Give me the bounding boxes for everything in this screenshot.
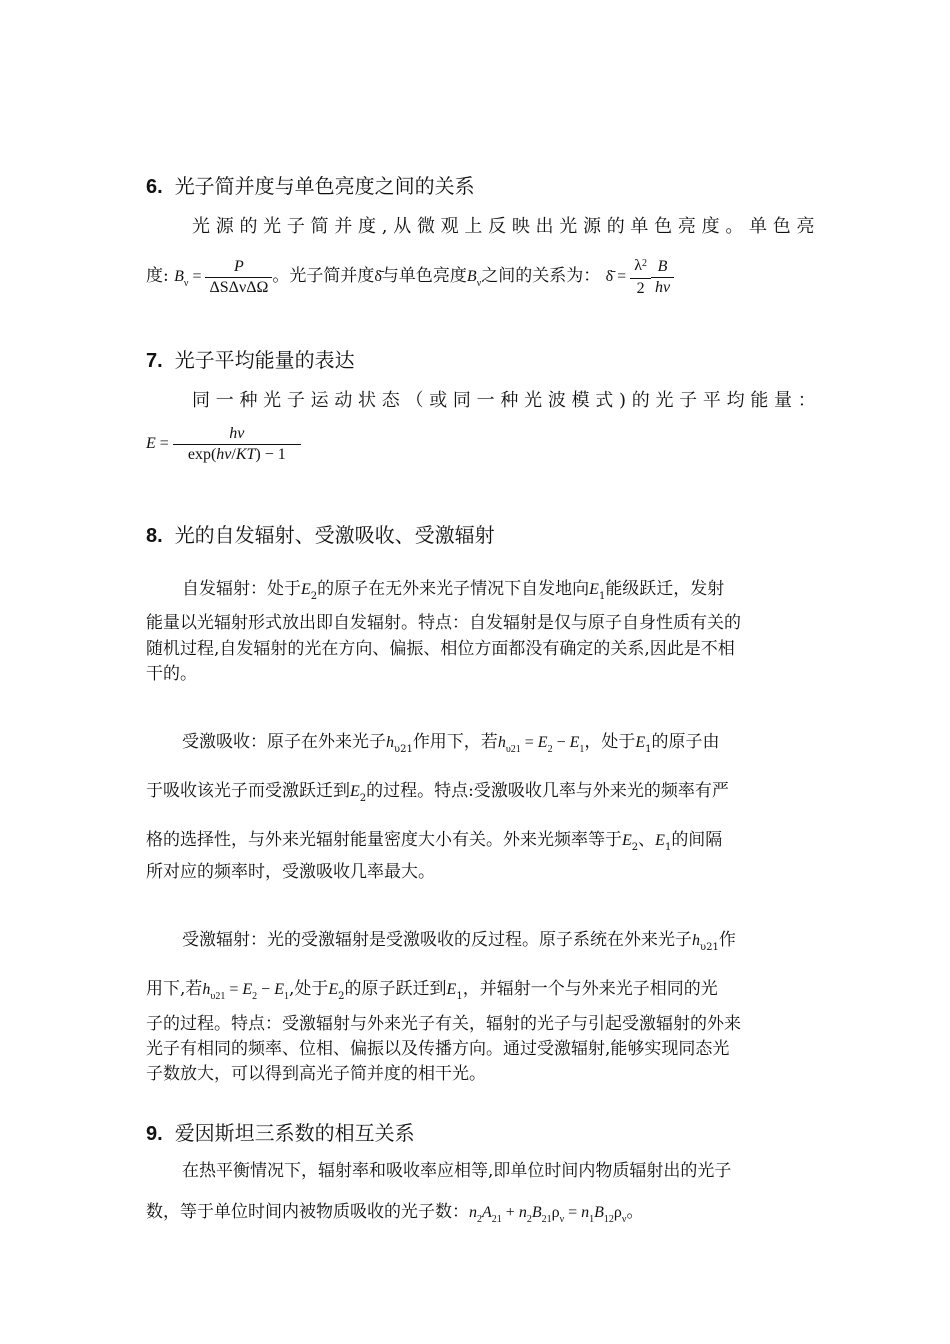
formula-degeneracy: δ̄ = $\frac{\lambda^2}{2}$ $\frac{B}{h\nu}$ <box>606 268 674 285</box>
text: ，并辐射一个与外来光子相同的光 <box>462 979 718 999</box>
paragraph-absorption-line3: 格的选择性，与外来光辐射能量密度大小有关。外来光频率等于$E_2$、$E_1$的间隔 <box>146 830 723 853</box>
text: 格的选择性，与外来光辐射能量密度大小有关。外来光频率等于 <box>146 830 622 850</box>
section-number: 6. <box>146 176 163 198</box>
section-title: 光的自发辐射、受激吸收、受激辐射 <box>174 523 495 547</box>
text: 的原子由 <box>651 732 720 752</box>
section-number: 7. <box>146 350 163 372</box>
paragraph-spontaneous-line1: 自发辐射：处于$E_2$的原子在无外来光子情况下自发地向$E_1$能级跃迁，发射 <box>182 579 725 602</box>
paragraph-line: 子数放大，可以得到高光子简并度的相干光。 <box>146 1064 486 1084</box>
paragraph-line: 随机过程,自发辐射的光在方向、偏振、相位方面都没有确定的关系,因此是不相 <box>146 639 735 659</box>
text: 能级跃迁，发射 <box>605 579 725 599</box>
paragraph-line: 能量以光辐射形式放出即自发辐射。特点：自发辐射是仅与原子自身性质有关的 <box>146 613 741 633</box>
formula-brightness: $B_\nu$ = $\frac{P}{\text{ΔSΔνΔΩ}}$ <box>174 268 272 285</box>
formula-degeneracy-symbol: δ̄ <box>374 268 382 285</box>
text: 的间隔 <box>671 830 723 850</box>
section-heading-6 <box>146 173 475 200</box>
text: 自发辐射：处于 <box>182 579 301 599</box>
text: ,处于 <box>288 979 329 999</box>
paragraph-stimulated-line1: 受激辐射：光的受激辐射是受激吸收的反过程。原子系统在外来光子$h_{\upsilon 21}$作 <box>182 930 736 953</box>
paragraph-einstein-relation <box>146 1200 643 1227</box>
section-heading-8 <box>146 522 495 549</box>
formula-average-energy: E = $\frac{h\nu}{\exp(h\nu/KT) - 1}$ <box>146 424 301 465</box>
text: 数，等于单位时间内被物质吸收的光子数： <box>146 1202 469 1222</box>
text: 受激吸收：原子在外来光子 <box>182 732 386 752</box>
paragraph-line: 光子有相同的频率、位相、偏振以及传播方向。通过受激辐射,能够实现同态光 <box>146 1039 730 1059</box>
paragraph-brightness <box>146 254 674 301</box>
paragraph-absorption-line1: 受激吸收：原子在外来光子$h_{\upsilon 21}$作用下，若$h_{\upsilon 21} = E_2 - E_1$，处于$E_1$的原子由 <box>182 732 720 755</box>
text: 受激辐射：光的受激辐射是受激吸收的反过程。原子系统在外来光子 <box>182 930 692 950</box>
paragraph-line: 所对应的频率时，受激吸收几率最大。 <box>146 862 435 882</box>
text: ，处于 <box>584 732 636 752</box>
paragraph-line: 干的。 <box>146 664 197 684</box>
text: 用下,若 <box>146 979 203 999</box>
paragraph: 同 一 种 光 子 运 动 状 态 （ 或 同 一 种 光 波 模 式 ) 的 光 子 平 均 能 量 ： <box>192 390 816 411</box>
text: 之间的关系为： <box>481 266 601 286</box>
text: 的原子在无外来光子情况下自发地向 <box>317 579 590 599</box>
section-heading-7 <box>146 347 355 374</box>
text: 的过程。特点:受激吸收几率与外来光的频率有严 <box>366 781 729 801</box>
text: 、 <box>638 830 656 850</box>
section-number: 8. <box>146 525 163 547</box>
section-heading-9 <box>146 1120 415 1147</box>
text: 与单色亮度 <box>381 266 467 286</box>
section-title: 光子平均能量的表达 <box>174 348 355 372</box>
text: 于吸收该光子而受激跃迁到 <box>146 781 350 801</box>
text: 的原子跃迁到 <box>344 979 447 999</box>
paragraph-line: 子的过程。特点：受激辐射与外来光子有关，辐射的光子与引起受激辐射的外来 <box>146 1014 741 1034</box>
paragraph-stimulated-line2: 用下,若$h_{\upsilon 21} = E_2 - E_1$,处于$E_2$的原子跃迁到$E_1$，并辐射一个与外来光子相同的光 <box>146 979 718 1002</box>
text: 作用下，若 <box>412 732 498 752</box>
paragraph-line: 在热平衡情况下，辐射率和吸收率应相等,即单位时间内物质辐射出的光子 <box>182 1161 732 1181</box>
text: 作 <box>718 930 736 950</box>
paragraph: 光 源 的 光 子 简 并 度 , 从 微 观 上 反 映 出 光 源 的 单 色 亮 度 。 单 色 亮 <box>192 216 815 237</box>
formula-bv: $B_\nu$ <box>466 268 482 289</box>
section-title: 光子简并度与单色亮度之间的关系 <box>174 174 475 198</box>
text: 度: <box>146 266 169 286</box>
formula-einstein: $n_2A_{21} + n_2B_{21}\rho_\nu = n_1B_{12}\rho_\nu$ <box>469 1204 627 1225</box>
text: 。 <box>626 1202 644 1222</box>
section-title: 爱因斯坦三系数的相互关系 <box>174 1121 415 1145</box>
section-number: 9. <box>146 1123 163 1145</box>
text: 。光子简并度 <box>272 266 375 286</box>
paragraph-absorption-line2: 于吸收该光子而受激跃迁到$E_2$的过程。特点:受激吸收几率与外来光的频率有严 <box>146 781 729 804</box>
